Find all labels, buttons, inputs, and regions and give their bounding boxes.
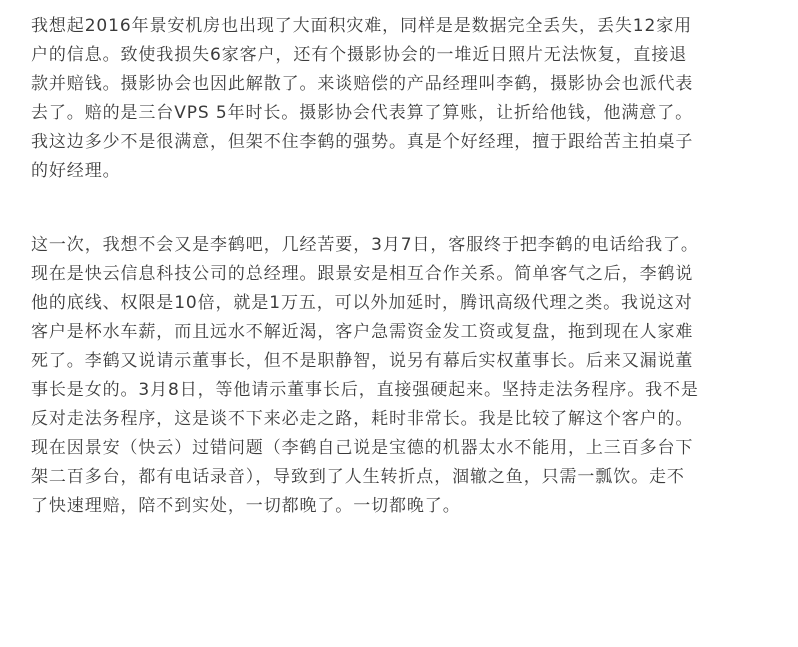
text-line: 架二百多台，都有电话录音），导致到了人生转折点，涸辙之鱼，只需一瓢饮。走不 — [31, 467, 685, 487]
text-line: 去了。赔的是三台VPS 5年时长。摄影协会代表算了算账，让折给他钱，他满意了。 — [31, 103, 693, 123]
text-line: 客户是杯水车薪，而且远水不解近渴，客户急需资金发工资或复盘，拖到现在人家难 — [31, 322, 694, 342]
text-line: 事长是女的。3月8日，等他请示董事长后，直接强硬起来。坚持走法务程序。我不是 — [31, 380, 699, 400]
paragraph-1 — [31, 12, 771, 186]
text-line: 了快速理赔，陪不到实处，一切都晚了。一切都晚了。 — [31, 496, 461, 516]
text-line: 我想起2016年景安机房也出现了大面积灾难，同样是是数据完全丢失，丢失12家用 — [31, 16, 692, 36]
text-line: 这一次，我想不会又是李鹤吧，几经苦要，3月7日，客服终于把李鹤的电话给我了。 — [31, 235, 699, 255]
article-body — [31, 12, 771, 521]
text-line: 他的底线、权限是10倍，就是1万五，可以外加延时，腾讯高级代理之类。我说这对 — [31, 293, 693, 313]
text-line: 现在因景安（快云）过错问题（李鹤自己说是宝德的机器太水不能用，上三百多台下 — [31, 438, 694, 458]
paragraph-2 — [31, 231, 771, 521]
text-line: 的好经理。 — [31, 161, 121, 181]
paragraph-spacer — [31, 186, 771, 231]
text-line: 死了。李鹤又说请示董事长，但不是职静智，说另有幕后实权董事长。后来又漏说董 — [31, 351, 694, 371]
text-line: 反对走法务程序，这是谈不下来必走之路，耗时非常长。我是比较了解这个客户的。 — [31, 409, 694, 429]
text-line: 现在是快云信息科技公司的总经理。跟景安是相互合作关系。简单客气之后，李鹤说 — [31, 264, 694, 284]
text-line: 户的信息。致使我损失6家客户，还有个摄影协会的一堆近日照片无法恢复，直接退 — [31, 45, 688, 65]
text-line: 款并赔钱。摄影协会也因此解散了。来谈赔偿的产品经理叫李鹤，摄影协会也派代表 — [31, 74, 694, 94]
text-line: 我这边多少不是很满意，但架不住李鹤的强势。真是个好经理，擅于跟给苦主拍桌子 — [31, 132, 694, 152]
